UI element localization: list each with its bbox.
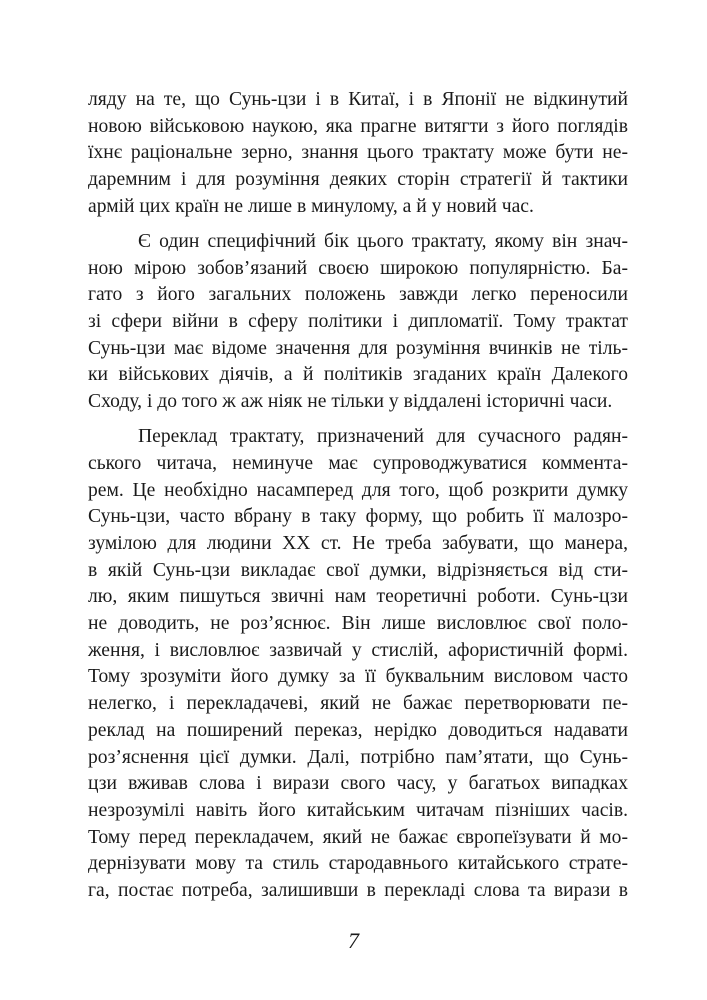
text-line: дернізувати мову та стиль стародавнього китайського страте- — [88, 853, 628, 875]
text-line: цзи вживав слова і вирази свого часу, у багатьох випадках — [88, 773, 628, 795]
text-line: Тому перед перекладачем, який не бажає європеїзувати й мо- — [88, 826, 628, 848]
paragraph — [88, 87, 628, 220]
text-line: рем. Це необхідно насамперед для того, щоб розкрити думку — [88, 479, 628, 501]
text-line: лю, яким пишуться звичні нам теоретичні роботи. Сунь-цзи — [88, 586, 628, 608]
text-line: гато з його загальних положень завжди легко переносили — [88, 284, 628, 306]
text-line: га, постає потреба, залишивши в перекладі слова та вирази в — [88, 879, 628, 901]
text-line: Тому зрозуміти його думку за її буквальним висловом часто — [88, 666, 628, 688]
text-line: в якій Сунь-цзи викладає свої думки, відрізняється від сти- — [88, 559, 628, 581]
text-line: незрозумілі навіть його китайським читачам пізніших часів. — [88, 799, 628, 821]
text-line: новою військовою наукою, яка прагне витягти з його поглядів — [88, 115, 628, 137]
text-line: не доводить, не роз’яснює. Він лише висловлює свої поло- — [88, 613, 628, 635]
text-line: роз’яснення цієї думки. Далі, потрібно пам’ятати, що Сунь- — [88, 746, 628, 768]
text-line: армій цих країн не лише в минулому, а й у новий час. — [88, 195, 534, 217]
text-line: ляду на те, що Сунь-цзи і в Китаї, і в Японії не відкинутий — [88, 89, 628, 110]
text-line: нелегко, і перекладачеві, який не бажає перетворювати пе- — [88, 693, 628, 715]
text-line: їхнє раціональне зерно, знання цього трактату може бути не- — [88, 142, 628, 164]
text-line: Є один специфічний бік цього трактату, якому він знач- — [138, 230, 628, 252]
text-line: Переклад трактату, призначений для сучасного радян- — [138, 426, 628, 448]
text-line: Сунь-цзи, часто вбрану в таку форму, що робить її малозро- — [88, 506, 628, 528]
text-line: даремним і для розуміння деяких сторін стратегії й тактики — [88, 169, 628, 191]
text-line: ки військових діячів, а й політиків згаданих країн Далекого — [88, 364, 628, 386]
text-line: ського читача, неминуче має супроводжуватися коммента- — [88, 452, 628, 474]
text-line: реклад на поширений переказ, нерідко доводиться надавати — [88, 719, 628, 741]
text-line: ною мірою зобов’язаний своєю широкою популярністю. Ба- — [88, 257, 628, 279]
page-body — [88, 87, 628, 913]
text-line: ження, і висловлює зазвичай у стислій, афористичній формі. — [88, 639, 628, 661]
text-line: зумілою для людини XX ст. Не треба забувати, що манера, — [88, 533, 628, 554]
page-number: 7 — [348, 928, 359, 953]
text-line: зі сфери війни в сферу політики і дипломатії. Тому трактат — [88, 311, 628, 332]
text-line: Сунь-цзи має відоме значення для розуміння вчинків не тіль- — [88, 337, 628, 359]
paragraph — [88, 229, 628, 416]
text-line: Сходу, і до того ж аж ніяк не тільки у віддалені історичні часи. — [88, 391, 613, 413]
paragraph — [88, 424, 628, 904]
